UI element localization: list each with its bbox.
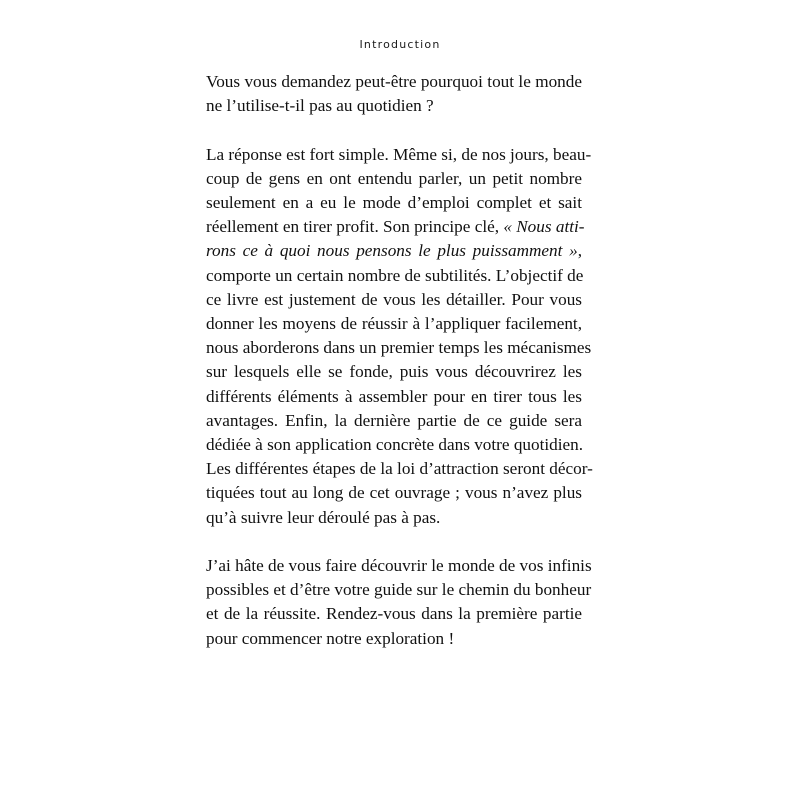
text-line: avantages. Enfin, la dernière partie de ce guide sera	[206, 410, 582, 430]
running-head: Introduction	[359, 38, 441, 51]
text-line: comporte un certain nombre de subtilités. L’objectif de	[206, 265, 584, 285]
paragraph-1	[206, 70, 582, 118]
text-line-with-italic	[206, 215, 585, 239]
italic-quote-start: « Nous atti-	[503, 217, 585, 237]
comma: ,	[577, 241, 582, 261]
text-line-italic	[206, 239, 582, 263]
text-line: nous aborderons dans un premier temps les mécanismes	[206, 338, 592, 358]
italic-quote-end: rons ce à quoi nous pensons le plus puissamment »	[206, 241, 578, 261]
text-line: dédiée à son application concrète dans votre quotidien.	[206, 435, 584, 455]
text-line: différents éléments à assembler pour en tirer tous les	[206, 386, 582, 406]
text-line: ce livre est justement de vous les détailler. Pour vous	[206, 289, 582, 309]
text-line: La réponse est fort simple. Même si, de nos jours, beau-	[206, 144, 592, 164]
text-line: possibles et d’être votre guide sur le chemin du bonheur	[206, 580, 592, 600]
text-line: sur lesquels elle se fonde, puis vous découvrirez les	[206, 362, 582, 382]
text-line: Vous vous demandez peut-être pourquoi tout le monde	[206, 72, 582, 91]
text-line: et de la réussite. Rendez-vous dans la première partie	[206, 604, 582, 624]
text-line: tiquées tout au long de cet ouvrage ; vous n’avez plus	[206, 483, 582, 503]
text-line: ne l’utilise-t-il pas au quotidien ?	[206, 96, 434, 116]
paragraph-3	[206, 554, 592, 651]
text-line: coup de gens en ont entendu parler, un petit nombre	[206, 168, 582, 188]
text-line: pour commencer notre exploration !	[206, 628, 455, 648]
text-line: seulement en a eu le mode d’emploi complet et sait	[206, 193, 582, 212]
text-line: Les différentes étapes de la loi d’attraction seront décor-	[206, 459, 593, 479]
text-line: donner les moyens de réussir à l’appliquer facilement,	[206, 314, 582, 334]
paragraph-2	[206, 143, 593, 530]
text-line: qu’à suivre leur déroulé pas à pas.	[206, 507, 441, 527]
body-text	[206, 70, 593, 675]
line-text: réellement en tirer profit. Son principe clé,	[206, 217, 504, 237]
text-line: J’ai hâte de vous faire découvrir le monde de vos infinis	[206, 556, 592, 576]
